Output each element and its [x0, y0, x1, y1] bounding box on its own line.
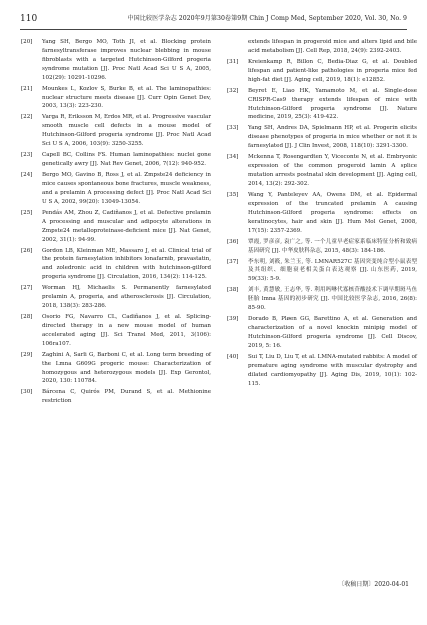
- reference-text: Mounkes L, Kozlov S, Burke B, et al. The laminopathies: nuclear structure meets disease [J]. Curr Opin Genet Dev, 2003, 13(3): 223-230.: [42, 85, 211, 110]
- reference-text: 李东明, 刘筱, 朱兰玉, 等. LMNAR527C 基因突变纯合型小鼠表型及其组织、细胞衰老相关蛋白表达观察 [J]. 山东医药, 2019, 59(33): 5-9.: [248, 258, 417, 283]
- reference-text: Osorio FG, Navarro CL, Cadiñanos J, et al. Splicing-directed therapy in a new mouse model of human accelerated aging [J]. Sci Transl Med, 2011, 3(106): 106ra107.: [42, 314, 211, 347]
- reference-number: [28]: [21, 314, 33, 321]
- reference-text: 覃霞, 罗彦彦, 袁广之, 等. 一个儿童早老症家系临床特征分析和致病基因研究 [J]. 中华皮肤科杂志, 2015, 48(3): 184-186.: [248, 238, 417, 254]
- reference-text: Wang Y, Panteleyev AA, Owens DM, et al. Epidermal expression of the truncated prelamin A causing Hutchinson-Gilford progeria syndrome: effects on keratinocytes, hair and skin [J]. Hum Mol Genet, 2008, 17(15): 2357-2369.: [248, 191, 417, 234]
- reference-entry: [227, 238, 417, 256]
- reference-number: [34]: [227, 154, 239, 161]
- reference-text: Mckenna T, Rosengardten Y, Viceconte N, et al. Embryonic expression of the common progeroid lamin A splice mutation arrests postnatal skin development [J]. Aging cell, 2014, 13(2): 292-302.: [248, 154, 417, 187]
- reference-number: [30]: [21, 389, 33, 396]
- reference-text: Bárcena C, Quirós PM, Durand S, et al. Methionine restriction: [42, 389, 211, 405]
- reference-entry: [21, 388, 211, 406]
- reference-number: [22]: [21, 114, 33, 121]
- reference-text: Kreienkamp R, Billon C, Bedia-Diaz G, et al. Doubled lifespan and patient-like pathologies in progeria mice fed high-fat diet [J]. Aging cell, 2019, 18(1): e12852.: [248, 58, 417, 83]
- reference-entry: [21, 247, 211, 283]
- reference-text: Beyret E, Liao HK, Yamamoto M, et al. Single-dose CRISPR-Cas9 therapy extends lifespan of mice with Hutchinson-Gilford progeria syndrome [J]. Nature medicine, 2019, 25(3): 419-422.: [248, 87, 417, 121]
- reference-text: Zaghini A, Sarli G, Barboni C, et al. Long term breeding of the Lmna G609G progeric mouse: Characterization of homozygous and heterozygous models [J]. Exp Gerontol, 2020, 130: 110784.: [42, 351, 211, 385]
- reference-text: Dorado B, Pløen GG, Barettino A, et al. Generation and characterization of a novel knockin minipig model of Hutchinson-Gilford progeria syndrome [J]. Cell Discov, 2019, 5: 16.: [248, 316, 417, 349]
- reference-entry: [21, 209, 211, 245]
- reference-number: [23]: [21, 152, 33, 159]
- reference-entry: [21, 38, 211, 83]
- reference-text: Pendás AM, Zhou Z, Cadiñanos J, et al. Defective prelamin A processing and muscular and adipocyte alterations in Zmpste24 metalloproteinase-deficient mice [J]. Nat Genet, 2002, 31(1): 94-99.: [42, 209, 211, 243]
- reference-entry: [227, 191, 417, 236]
- reference-number: [31]: [227, 58, 239, 65]
- reference-entry: [227, 286, 417, 313]
- references-right-column: [227, 38, 417, 391]
- reference-number: [24]: [21, 172, 33, 179]
- reference-entry: [21, 85, 211, 112]
- reference-text: 刘丰, 黄慧敏, 王志华, 等. 利用吗啉代寡核苷酸技术下调早期斑马鱼胚胎 lmna 基因的初步研究 [J]. 中国比较医学杂志, 2016, 26(8): 85-90.: [248, 287, 417, 312]
- reference-text: Varga R, Eriksson M, Erdos MR, et al. Progressive vascular smooth muscle cell defects in a mouse model of Hutchinson-Gilford progeria syndrome [J]. Proc Natl Acad Sci U S A, 2006, 103(9): 3250-3255.: [42, 114, 211, 148]
- reference-text: extends lifespan in progeroid mice and alters lipid and bile acid metabolism [J]. Cell Rep, 2018, 24(9): 2392-2403.: [248, 39, 417, 54]
- reference-text: Gordon LB, Kleinman ME, Massaro J, et al. Clinical trial of the protein farnesylation inhibitors lonafarnib, pravastatin, and zoledronic acid in children with hutchinson-gilford progeria syndrome [J]. Circulation, 2016, 134(2): 114-125.: [42, 247, 211, 281]
- reference-text: Sui T, Liu D, Liu T, et al. LMNA-mutated rabbits: A model of premature aging syndrome with muscular dystrophy and dilated cardiomyopathy [J]. Aging Dis, 2019, 10(1): 102-115.: [248, 353, 417, 387]
- reference-entry: [227, 315, 417, 351]
- reference-text: Yang SH, Bergo MO, Toth JI, et al. Blocking protein farnesyltransferase improves nuclear blebbing in mouse fibroblasts with a targeted Hutchinson-Gilford progeria syndrome mutation [J]. Proc Natl Acad Sci U S A, 2005, 102(29): 10291-10296.: [42, 39, 211, 81]
- reference-text: Yang SH, Andres DA, Spielmann HP, et al. Progerin elicits disease phenotypes of progeria in mice whether or not it is farnesylated [J]. J Clin Invest, 2008, 118(10): 3291-3300.: [248, 125, 417, 150]
- reference-entry: [21, 151, 211, 169]
- reference-number: [227, 38, 248, 56]
- reference-entry: [227, 153, 417, 189]
- reference-number: [20]: [21, 39, 33, 45]
- reference-number: [38]: [227, 287, 239, 294]
- reference-entry: [21, 351, 211, 387]
- reference-entry: [21, 171, 211, 207]
- reference-number: [29]: [21, 351, 33, 358]
- reference-entry: [227, 87, 417, 123]
- reference-entry: [21, 284, 211, 311]
- reference-number: [21]: [21, 85, 33, 92]
- reference-entry: [227, 353, 417, 389]
- running-title: 中国比较医学杂志 2020年9月第30卷第9期 Chin J Comp Med, September 2020, Vol. 30, No. 9: [127, 15, 407, 22]
- reference-number: [40]: [227, 353, 239, 360]
- reference-number: [25]: [21, 209, 33, 216]
- reference-number: [26]: [21, 247, 33, 254]
- reference-number: [33]: [227, 125, 239, 132]
- reference-entry: [21, 113, 211, 149]
- reference-number: [39]: [227, 316, 239, 323]
- reference-number: [27]: [21, 285, 33, 292]
- reference-number: [37]: [227, 258, 239, 265]
- reference-entry: [21, 313, 211, 349]
- reference-entry: [227, 38, 417, 56]
- reference-entry: [227, 258, 417, 285]
- reference-number: [36]: [227, 238, 239, 245]
- reference-entry: [227, 124, 417, 151]
- references-left-column: [21, 38, 211, 408]
- reference-text: Capell BC, Collins FS. Human laminopathies: nuclei gone genetically awry [J]. Nat Rev Genet, 2006, 7(12): 940-952.: [42, 152, 211, 168]
- reference-text: Worman HJ, Michaelis S. Permanently farnesylated prelamin A, progeria, and atherosclerosis [J]. Circulation, 2018, 138(3): 283-286.: [42, 285, 211, 310]
- reference-text: Bergo MO, Gavino B, Ross J, et al. Zmpste24 deficiency in mice causes spontaneous bone fractures, muscle weakness, and a prelamin A processing defect [J]. Proc Natl Acad Sci U S A, 2002, 99(20): 13049-13054.: [42, 172, 211, 205]
- running-header: [20, 13, 407, 30]
- page-number: 110: [20, 14, 38, 24]
- reference-entry: [227, 58, 417, 85]
- received-date: 〔收稿日期〕2020-04-01: [338, 581, 409, 588]
- reference-number: [35]: [227, 191, 239, 198]
- reference-number: [32]: [227, 87, 239, 94]
